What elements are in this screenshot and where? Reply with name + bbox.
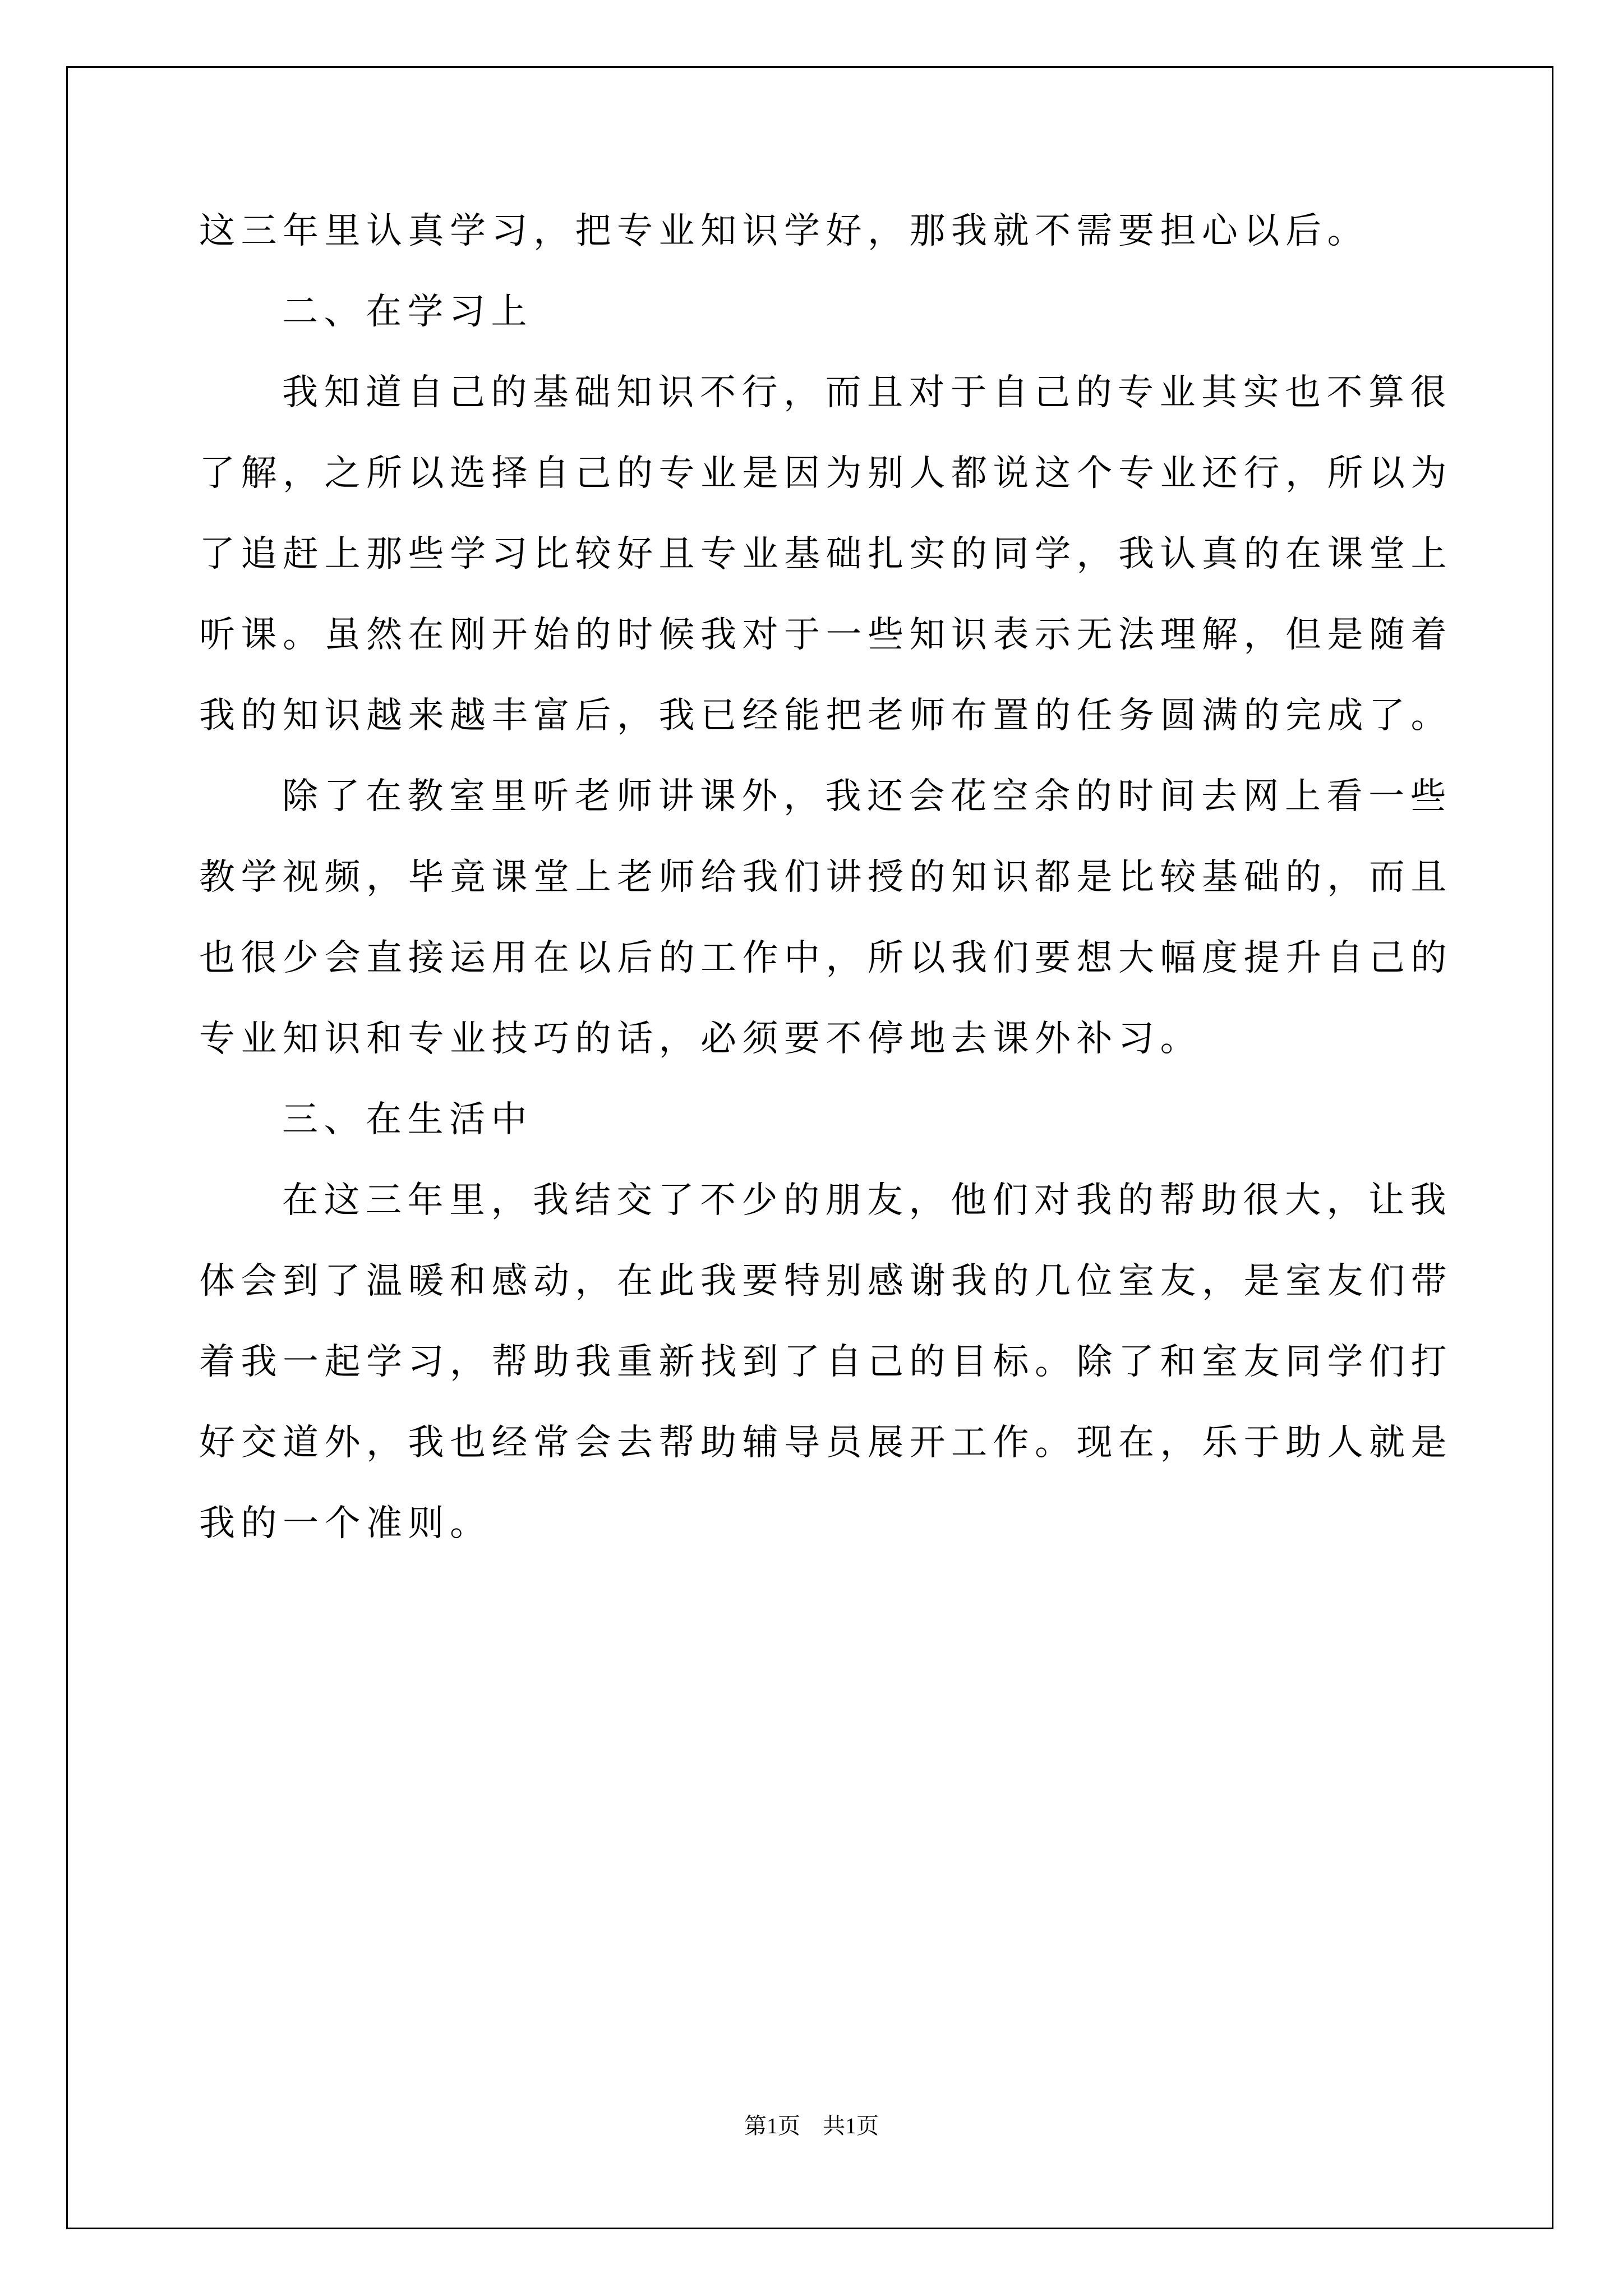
section-heading: 二、在学习上 xyxy=(282,291,533,333)
text-line: 这三年里认真学习，把专业知识学好，那我就不需要担心以后。 xyxy=(199,210,1369,252)
text-line: 我知道自己的基础知识不行，而且对于自己的专业其实也不算很 xyxy=(282,372,1452,413)
text-line: 着我一起学习，帮助我重新找到了自己的目标。除了和室友同学们打 xyxy=(199,1341,1453,1383)
text-line: 体会到了温暖和感动，在此我要特别感谢我的几位室友，是室友们带 xyxy=(199,1260,1453,1302)
page-footer: 第1页 共1页 xyxy=(744,2113,879,2138)
text-line: 听课。虽然在刚开始的时候我对于一些知识表示无法理解，但是随着 xyxy=(199,614,1453,656)
document-body xyxy=(199,210,1453,1586)
text-line: 了追赶上那些学习比较好且专业基础扎实的同学，我认真的在课堂上 xyxy=(199,533,1453,575)
text-line: 我的知识越来越丰富后，我已经能把老师布置的任务圆满的完成了。 xyxy=(199,695,1453,737)
text-line: 专业知识和专业技巧的话，必须要不停地去课外补习。 xyxy=(199,1018,1202,1060)
text-line: 教学视频，毕竟课堂上老师给我们讲授的知识都是比较基础的，而且 xyxy=(199,857,1453,898)
section-heading: 三、在生活中 xyxy=(282,1099,533,1140)
text-line: 在这三年里，我结交了不少的朋友，他们对我的帮助很大，让我 xyxy=(282,1180,1452,1221)
text-line: 我的一个准则。 xyxy=(199,1503,492,1544)
text-line: 除了在教室里听老师讲课外，我还会花空余的时间去网上看一些 xyxy=(282,776,1452,817)
text-line: 了解，之所以选择自己的专业是因为别人都说这个专业还行，所以为 xyxy=(199,453,1453,494)
text-line: 也很少会直接运用在以后的工作中，所以我们要想大幅度提升自己的 xyxy=(199,937,1453,979)
text-line: 好交道外，我也经常会去帮助辅导员展开工作。现在，乐于助人就是 xyxy=(199,1422,1453,1464)
